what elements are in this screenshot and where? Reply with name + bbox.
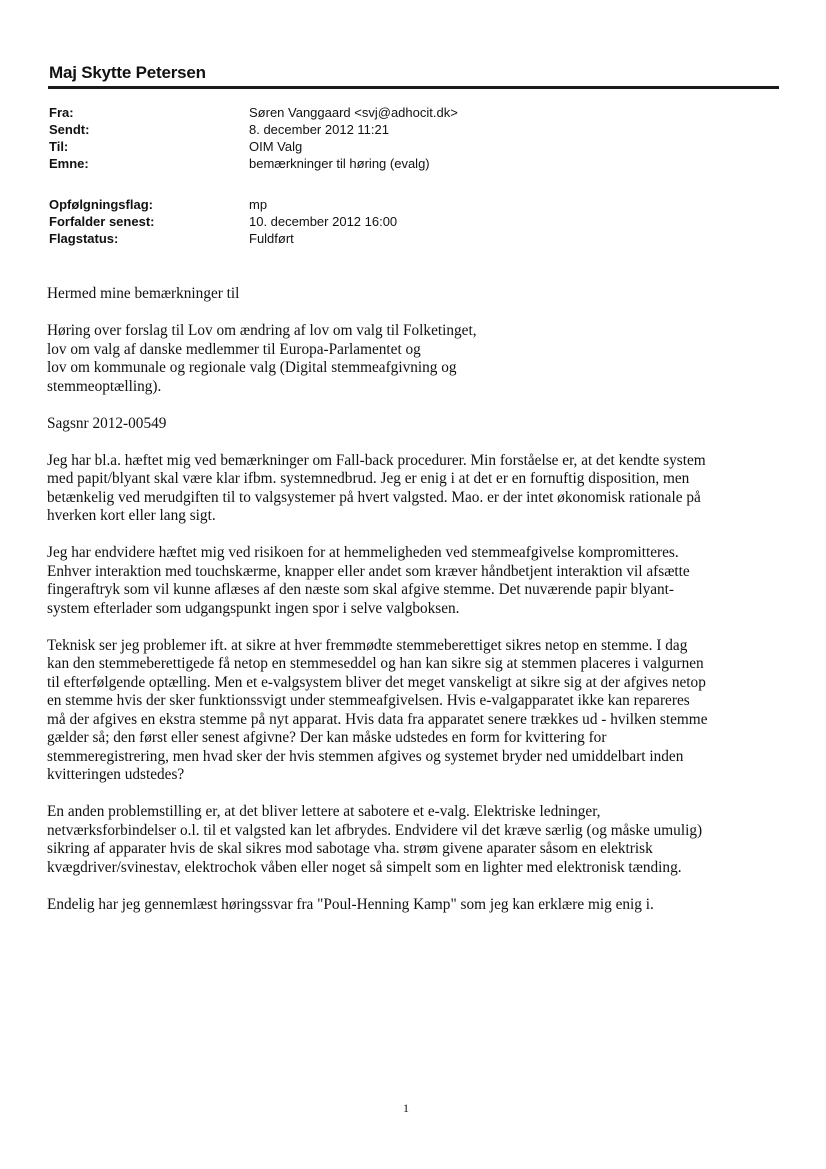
meta-value: 10. december 2012 16:00	[249, 214, 398, 229]
body-paragraph-secrecy: Jeg har endvidere hæftet mig ved risikoen for at hemmeligheden ved stemmeafgivelse kompromitteres. Enhver interaktion med touchskærme, knapper eller andet som kræver håndbetjent interaktion vil afsætte fingeraftryk som vil kunne aflæses af den næste som skal afgive stemme. Det nuværende papir blyant- system efterlader som udgangspunkt ingen spor i selve valgboksen.	[47, 544, 690, 617]
page-number: 1	[403, 1101, 409, 1115]
body-paragraph-intro: Hermed mine bemærkninger til	[47, 285, 240, 302]
meta-label: Til:	[49, 139, 69, 154]
body-paragraph-sabotage: En anden problemstilling er, at det bliver lettere at sabotere et e-valg. Elektriske ledninger, netværksforbindelser o.l. til et valgsted kan let afbrydes. Endvidere vil det kræve særlig (og måske umulig) sikring af apparater hvis de skal sikres mod sabotage vha. strøm givene aparater såsom en elektrisk kvægdriver/svinestav, elektrochok våben eller noget så simpelt som en lighter med elektronisk tænding.	[47, 803, 703, 876]
header-divider	[48, 86, 779, 89]
meta-row-flag-status	[49, 230, 779, 247]
meta-row-subject	[49, 155, 779, 172]
body-paragraph-technical: Teknisk ser jeg problemer ift. at sikre at hver fremmødte stemmeberettiget sikres netop en stemme. I dag kan den stemmeberettigede få netop en stemmeseddel og han kan sikre sig at stemmen placeres i valgurnen til efterfølgende optælling. Men et e-valgsystem bliver det meget vanskeligt at sikre sig at der afgives netop en stemme hvis der sker funktionssvigt under stemmeafgivelsen. Hvis e-valgapparatet ikke kan repareres må der afgives en ekstra stemme på nyt apparat. Hvis data fra apparatet senere trækkes ud - hvilken stemme gælder så; den først eller senest afgivne? Der kan måske udstedes en form for kvittering for stemmeregistrering, men hvad sker der hvis stemmen afgives og systemet bryder ned umiddelbart inden kvitteringen udstedes?	[47, 636, 708, 783]
meta-label: Flagstatus:	[49, 231, 119, 246]
meta-row-followup-flag	[49, 196, 779, 213]
body-paragraph-hearing-title: Høring over forslag til Lov om ændring af lov om valg til Folketinget, lov om valg af danske medlemmer til Europa-Parlamentet og lov om kommunale og regionale valg (Digital stemmeafgivning og stemmeoptælling).	[47, 322, 477, 395]
email-meta-primary	[49, 104, 779, 172]
meta-row-to	[49, 138, 779, 155]
meta-value: 8. december 2012 11:21	[249, 122, 389, 137]
meta-row-due	[49, 213, 779, 230]
email-meta-flags	[49, 196, 779, 247]
sender-name: Maj Skytte Petersen	[49, 63, 206, 82]
meta-label: Sendt:	[49, 122, 90, 137]
meta-value: mp	[249, 197, 268, 212]
meta-label: Forfalder senest:	[49, 214, 155, 229]
meta-label: Opfølgningsflag:	[49, 197, 153, 212]
meta-label: Fra:	[49, 105, 74, 120]
meta-row-from	[49, 104, 779, 121]
email-body	[47, 285, 782, 933]
meta-value: OIM Valg	[249, 139, 303, 154]
body-paragraph-case-number: Sagsnr 2012-00549	[47, 414, 167, 432]
meta-value: bemærkninger til høring (evalg)	[249, 156, 430, 171]
meta-row-sent	[49, 121, 779, 138]
meta-label: Emne:	[49, 156, 89, 171]
meta-value: Fuldført	[249, 231, 294, 246]
body-paragraph-fallback: Jeg har bl.a. hæftet mig ved bemærkninger om Fall-back procedurer. Min forståelse er, at det kendte system med papit/blyant skal være klar ifbm. systemnedbrud. Jeg er enig i at det er en fornuftig disposition, men betænkelig ved merudgiften til to valgsystemer på hvert valgsted. Mao. er der intet økonomisk rationale på hverken kort eller lang sigt.	[47, 451, 706, 524]
meta-value: Søren Vanggaard <svj@adhocit.dk>	[249, 105, 458, 120]
body-paragraph-closing: Endelig har jeg gennemlæst høringssvar fra "Poul-Henning Kamp" som jeg kan erklære mig enig i.	[47, 895, 654, 913]
